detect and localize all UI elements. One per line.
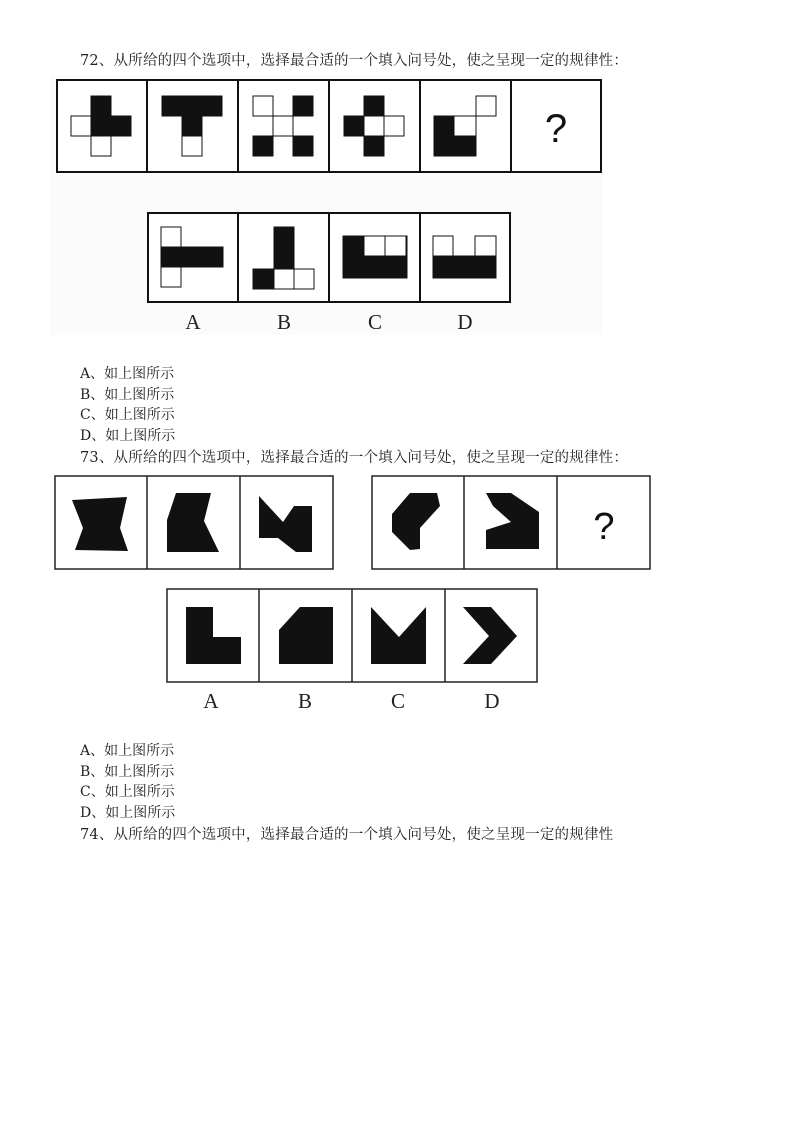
answer-label-d: D xyxy=(484,689,500,713)
answer-label-a: A xyxy=(203,689,219,713)
question-72-title: 72、从所给的四个选项中，选择最合适的一个填入问号处，使之呈现一定的规律性： xyxy=(80,53,629,69)
option-b[interactable]: B、如上图所示 xyxy=(80,386,175,403)
question-mark: ? xyxy=(593,506,615,548)
option-d[interactable]: D、如上图所示 xyxy=(80,427,176,444)
question-73-title: 73、从所给的四个选项中，选择最合适的一个填入问号处，使之呈现一定的规律性： xyxy=(80,450,629,466)
option-a[interactable]: A、如上图所示 xyxy=(80,743,175,759)
answer-label-b: B xyxy=(276,310,292,334)
question-74-title: 74、从所给的四个选项中，选择最合适的一个填入问号处，使之呈现一定的规律性 xyxy=(80,827,614,843)
option-a[interactable]: A、如上图所示 xyxy=(80,366,175,382)
option-b[interactable]: B、如上图所示 xyxy=(80,763,175,780)
answer-label-c: C xyxy=(390,689,406,713)
answer-label-b: B xyxy=(297,689,313,713)
option-c[interactable]: C、如上图所示 xyxy=(80,407,175,423)
answer-label-c: C xyxy=(367,310,383,334)
answer-label-d: D xyxy=(457,310,473,334)
option-c[interactable]: C、如上图所示 xyxy=(80,784,175,800)
question-mark: ? xyxy=(544,107,568,151)
option-d[interactable]: D、如上图所示 xyxy=(80,804,176,821)
answer-label-a: A xyxy=(185,310,201,334)
